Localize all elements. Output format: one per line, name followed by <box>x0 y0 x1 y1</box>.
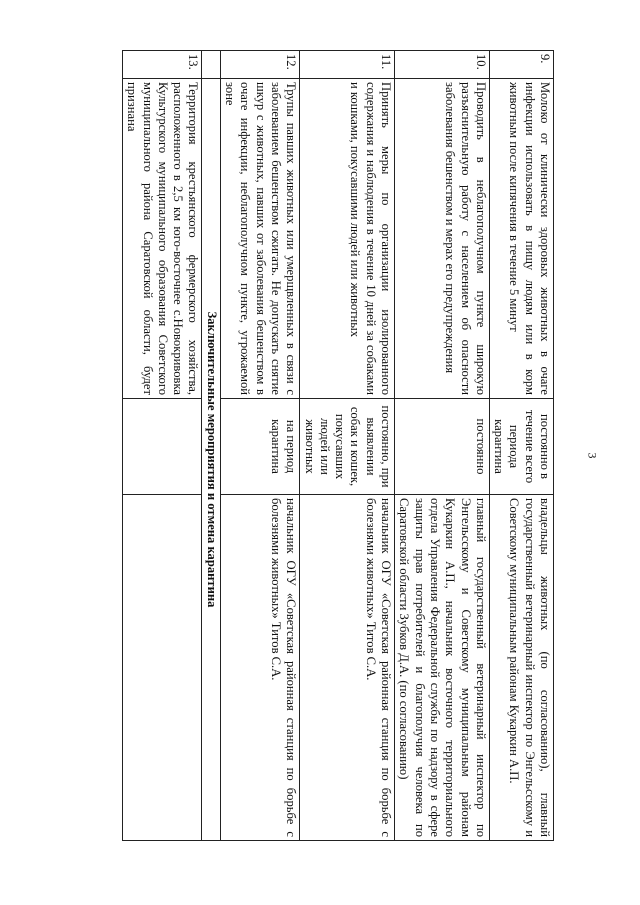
row-number: 11. <box>300 51 395 79</box>
section-title: Заключительные мероприятия и отмена карантина <box>202 79 220 841</box>
measure-cell: Территория крестьянского фермерского хозяйства, расположенного в 2,5 км юго-восточнее с.Новокривовка Культурского муниципального образования Советского муниципального района Саратовской области, будет признана <box>122 79 201 399</box>
responsible-cell <box>122 495 201 841</box>
term-cell <box>122 399 201 495</box>
responsible-cell: главный государственный ветеринарный инспектор по Энгельсскому и Советскому муниципальным районам Кукаркин А.П., начальник восточного территориального отдела Управления Федеральной службы по надзору в сфере защиты прав потребителей и благополучия человека по Саратовской области Зубков Д.А. (по согласованию) <box>395 495 490 841</box>
row-number: 12. <box>220 51 299 79</box>
responsible-cell: начальник ОГУ «Советская районная станция по борьбе с болезнями животных» Титов С.А. <box>220 495 299 841</box>
term-cell: постоянно, при выявлении собак и кошек, покусавших людей или животных <box>300 399 395 495</box>
measure-cell: Молоко от клинически здоровых животных в очаге инфекции использовать в пищу людям или в корм животным после кипячения в течение 5 минут <box>489 79 553 399</box>
table-row <box>220 51 299 841</box>
responsible-cell: владельцы животных (по согласованию), главный государственный ветеринарный инспектор по Энгельсскому и Советскому муниципальным районам Кукаркин А.П. <box>489 495 553 841</box>
quarantine-measures-table <box>122 50 554 841</box>
row-number: 9. <box>489 51 553 79</box>
table-row <box>122 51 201 841</box>
row-number: 10. <box>395 51 490 79</box>
term-cell: постоянно в течение всего периода карантина <box>489 399 553 495</box>
measure-cell: Проводить в неблагополучном пункте широкую разъяснительную работу с населением об опасности заболевания бешенством и мерах его предупреждения <box>395 79 490 399</box>
table-row <box>489 51 553 841</box>
measure-cell: Принять меры по организации изолированного содержания и наблюдения в течение 10 дней за собаками и кошками, покусавшими людей или животных <box>300 79 395 399</box>
table-row <box>300 51 395 841</box>
row-number: 13. <box>122 51 201 79</box>
measure-cell: Трупы павших животных или умерщвленных в связи с заболеванием бешенством сжигать. Не допускать снятие шкур с животных, павших от заболевания бешенством в очаге инфекции, неблагополучном пункте, угрожаемой зоне <box>220 79 299 399</box>
rotated-page-content <box>90 50 554 840</box>
term-cell: постоянно <box>395 399 490 495</box>
document-table-area <box>90 50 640 837</box>
term-cell: на период карантина <box>220 399 299 495</box>
section-header-row <box>202 51 220 841</box>
page-number: 3 <box>585 452 600 459</box>
responsible-cell: начальник ОГУ «Советская районная станция по борьбе с болезнями животных» Титов С.А. <box>300 495 395 841</box>
table-row <box>395 51 490 841</box>
